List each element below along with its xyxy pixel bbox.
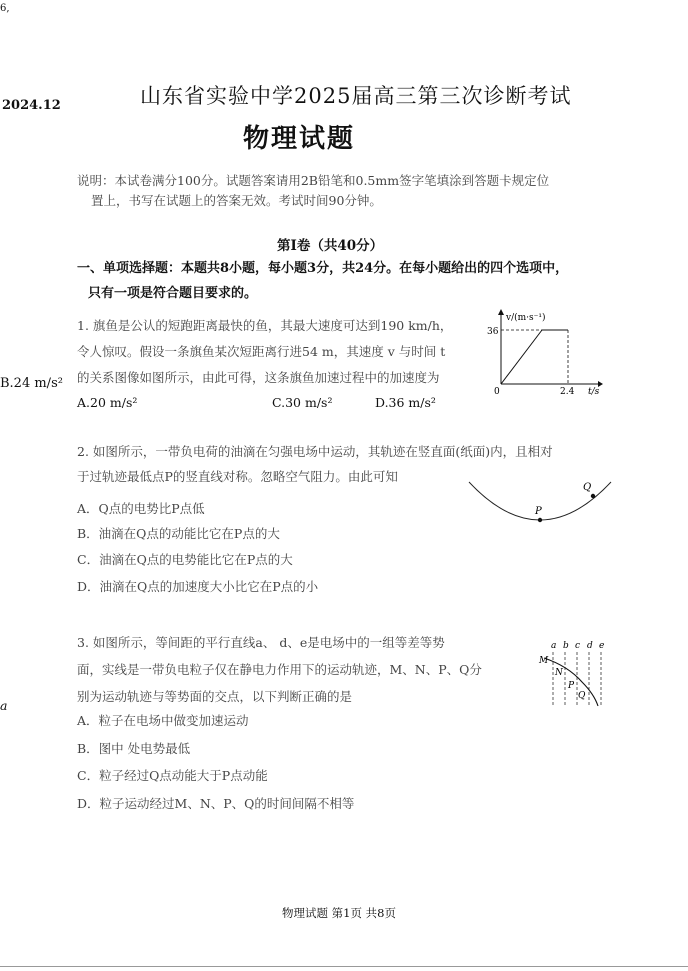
q2-option-d: D．油滴在Q点的加速度大小比它在P点的小	[77, 579, 319, 594]
q3-equipotential-figure	[538, 638, 608, 708]
point-label-p: P	[568, 681, 575, 691]
part-heading-line-1: 一、单项选择题：本题共8小题，每小题3分，共24分。在每小题给出的四个选项中，	[77, 261, 569, 276]
label-p: P	[535, 506, 542, 517]
graph-origin: 0	[494, 387, 500, 397]
corner-mark: 6,	[0, 3, 10, 14]
margin-letter-a: a	[0, 698, 8, 713]
q1-option-a: A.20 m/s²	[77, 395, 138, 410]
q3-option-d: D．粒子运动经过M、N、P、Q的时间间隔不相等	[77, 796, 355, 811]
q1-line-2: 令人惊叹。假设一条旗鱼某次短距离行进54 m，其速度 v 与时间 t	[77, 344, 446, 359]
q3-line-1: 3. 如图所示，等间距的平行直线a、 d、e是电场中的一组等差等势	[77, 635, 445, 650]
line-label-e: e	[599, 641, 605, 651]
instructions-line-1: 说明：本试卷满分100分。试题答案请用2B铅笔和0.5mm签字笔填涂到答题卡规定位	[77, 173, 550, 188]
instructions-line-2: 置上，书写在试题上的答案无效。考试时间90分钟。	[91, 193, 382, 208]
point-label-m: M	[539, 656, 549, 666]
line-label-c: c	[575, 641, 581, 651]
line-label-d: d	[587, 641, 593, 651]
q1-line-1: 1. 旗鱼是公认的短跑距离最快的鱼，其最大速度可达到190 km/h，	[77, 318, 453, 333]
margin-option-b: B.24 m/s²	[0, 376, 63, 391]
q2-trajectory-figure	[465, 478, 615, 526]
point-label-n: N	[555, 668, 563, 678]
point-label-q: Q	[578, 691, 586, 701]
graph-y-label: v/(m·s⁻¹)	[506, 313, 546, 323]
graph-y-tick: 36	[487, 327, 499, 337]
q1-option-d: D.36 m/s²	[375, 395, 436, 410]
label-q: Q	[583, 482, 592, 493]
q2-option-c: C．油滴在Q点的电势能比它在P点的大	[77, 552, 293, 567]
q2-line-2: 于过轨迹最低点P的竖直线对称。忽略空气阻力。由此可知	[77, 469, 398, 484]
q3-option-c: C．粒子经过Q点动能大于P点动能	[77, 768, 268, 783]
line-label-b: b	[563, 641, 569, 651]
section-heading: 第Ⅰ卷（共40分）	[277, 238, 384, 254]
q3-option-a: A．粒子在电场中做变加速运动	[77, 713, 249, 728]
q3-line-3: 别为运动轨迹与等势面的交点，以下判断正确的是	[77, 689, 353, 704]
q1-line-3: 的关系图像如图所示，由此可得，这条旗鱼加速过程中的加速度为	[77, 370, 440, 385]
line-label-a: a	[551, 641, 557, 651]
graph-x-label: t/s	[588, 387, 600, 397]
page-footer: 物理试题 第1页 共8页	[282, 906, 396, 920]
exam-date: 2024.12	[2, 98, 61, 113]
subject-title: 物理试题	[243, 124, 356, 154]
school-title: 山东省实验中学2025届高三第三次诊断考试	[140, 84, 572, 108]
q3-line-2: 面，实线是一带负电粒子仅在静电力作用下的运动轨迹，M、N、P、Q分	[77, 662, 482, 677]
q3-option-b: B．图中 处电势最低	[77, 741, 191, 756]
q1-vt-graph	[484, 308, 604, 400]
graph-x-tick: 2.4	[560, 387, 575, 397]
q1-option-c: C.30 m/s²	[272, 395, 333, 410]
q2-line-1: 2. 如图所示，一带负电荷的油滴在匀强电场中运动，其轨迹在竖直面(纸面)内，且相对	[77, 444, 553, 459]
q2-option-b: B．油滴在Q点的动能比它在P点的大	[77, 526, 280, 541]
page-bottom-rule	[0, 966, 688, 967]
q2-option-a: A．Q点的电势比P点低	[77, 501, 205, 516]
part-heading-line-2: 只有一项是符合题目要求的。	[88, 286, 258, 301]
